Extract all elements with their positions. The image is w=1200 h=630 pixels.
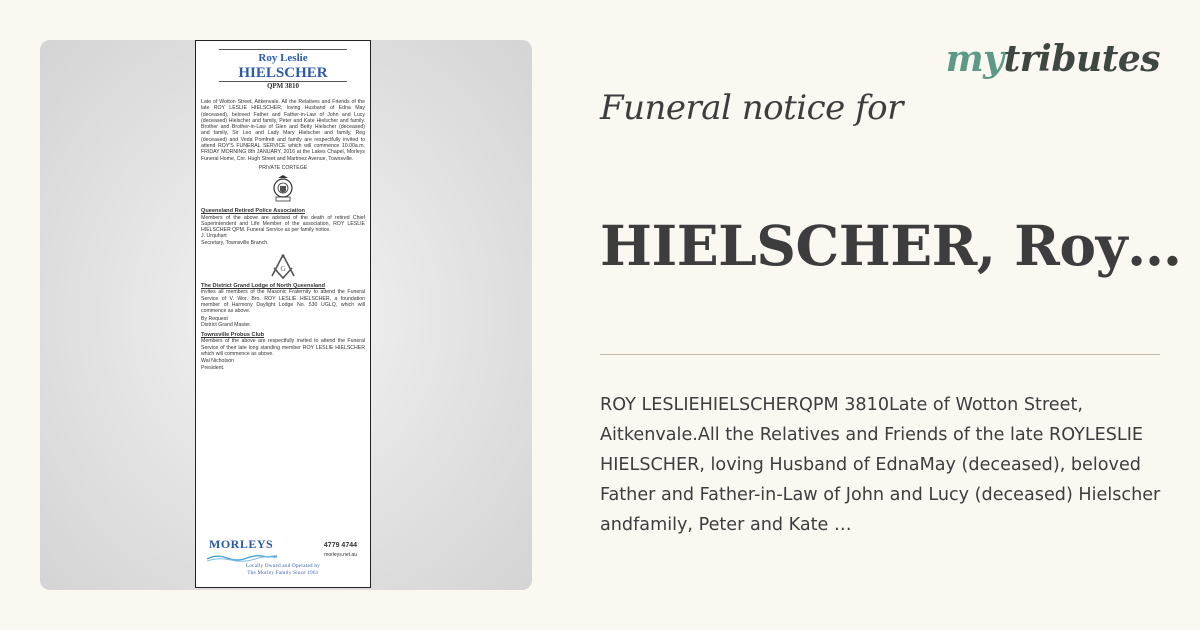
grand-lodge-signature-title: District Grand Master. [201, 321, 252, 328]
square-compass-icon [201, 254, 365, 280]
police-association-text: Members of the above are advised of the death of retired Chief Superintendent and Life Member of the association, ROY LESLIE HIELSCHER QPM. Funeral Service as per family notice. [201, 214, 365, 234]
title-divider [600, 354, 1160, 355]
logo-tributes: tributes [1003, 38, 1160, 80]
notice-name-first: Roy Leslie [258, 52, 308, 64]
morleys-logo: MORLEYS [209, 537, 274, 551]
police-crest-icon [201, 175, 365, 205]
tagline-line-1: Locally Owned and Operated by [246, 564, 320, 569]
notice-main-paragraph: Late of Wotton Street, Aitkenvale. All the Relatives and Friends of the late ROY LESLIE HIELSCHER, loving Husband of Edna May (deceased), beloved Father and Father-in-Law of John and Lucy (deceased) Hielscher and family, Peter and Kate Hielscher and family. Brother and Brother-in-Law of Glen and Betty Hielscher (deceased) and family, Sir Leo and Lady Mary Hielscher and family, Reg (deceased) and Veda Pomfrett and family are respectfully invited to attend ROY'S FUNERAL SERVICE which will commence 10.00a.m. FRIDAY MORNING 8th JANUARY, 2016 at the Lakes Chapel, Morleys Funeral Home, Cnr. Hugh Street and Martinez Avenue, Townsville. [201, 99, 365, 162]
police-signature-name: J. Urquhart [201, 233, 227, 240]
mytributes-logo[interactable] [946, 38, 1160, 80]
probus-club-text: Members of the above are respectfully invited to attend the Funeral Service of their late long standing member ROY LESLIE HIELSCHER which will commence as above. [201, 338, 365, 358]
notice-excerpt: ROY LESLIEHIELSCHERQPM 3810Late of Wotton Street, Aitkenvale.All the Relatives and Friends of the late ROYLESLIE HIELSCHER, loving Husband of EdnaMay (deceased), beloved Father and Father-in-Law of John and Lucy (deceased) Hielscher andfamily, Peter and Kate … [600, 395, 1161, 535]
notice-top-rule [219, 49, 347, 50]
probus-signature-title: President. [201, 364, 225, 371]
funeral-home-website: morleys.net.au [324, 552, 357, 558]
probus-signature-name: Wal Nicholson [201, 358, 234, 365]
police-association-heading: Queensland Retired Police Association [201, 208, 305, 215]
page-subtitle: Funeral notice for [600, 88, 903, 128]
tagline-line-2: The Morley Family Since 1961 [247, 571, 319, 576]
notice-qpm: QPM 3810 [266, 82, 300, 90]
police-signature-title: Secretary, Townsville Branch. [201, 239, 269, 246]
funeral-home-tagline [201, 563, 365, 577]
notice-image-card [40, 40, 532, 590]
notice-name-surname: HIELSCHER [238, 65, 328, 81]
probus-club-heading: Townsville Probus Club [201, 332, 264, 339]
svg-text:G: G [280, 265, 286, 274]
notice-private-cortege: PRIVATE CORTEGE [258, 164, 308, 171]
wave-logo-icon [207, 554, 277, 562]
page-title: HIELSCHER, Roy… [600, 213, 1182, 278]
funeral-notice-clipping [195, 40, 371, 588]
grand-lodge-text: invites all members of the Masonic Fraternity to attend the Funeral Service of V. Wor. Bro. ROY LESLIE HIELSCHER, a foundation member of Harmony Daylight Lodge No. 530 UGLQ, which will commence as above. [201, 289, 365, 315]
funeral-home-phone: 4779 4744 [323, 542, 357, 549]
logo-my: my [945, 38, 1004, 80]
grand-lodge-signature: By Request [201, 315, 228, 322]
grand-lodge-heading: The District Grand Lodge of North Queensland [201, 283, 326, 290]
funeral-home-footer [201, 539, 365, 583]
